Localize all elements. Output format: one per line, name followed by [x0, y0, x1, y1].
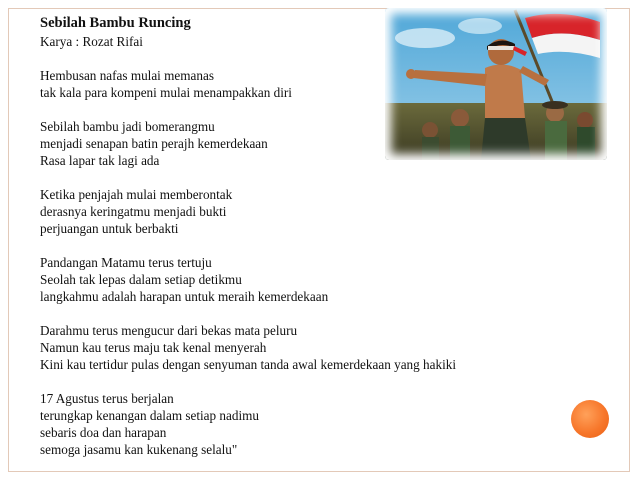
- poem-title: Sebilah Bambu Runcing: [40, 15, 191, 31]
- poem-line: semoga jasamu kan kukenang selalu": [40, 442, 238, 457]
- poem-line: Sebilah bambu jadi bomerangmu: [40, 119, 215, 134]
- poem-line: Seolah tak lepas dalam setiap detikmu: [40, 272, 242, 287]
- poem-line: tak kala para kompeni mulai menampakkan diri: [40, 85, 292, 100]
- stanza: [40, 186, 600, 237]
- fighter-painting-icon: [385, 8, 607, 160]
- stanza-gap: [40, 373, 600, 390]
- poem-line: derasnya keringatmu menjadi bukti: [40, 204, 227, 219]
- orange-circle-icon: [571, 400, 609, 438]
- poem-line: perjuangan untuk berbakti: [40, 221, 179, 236]
- poem-author: Karya : Rozat Rifai: [40, 34, 143, 49]
- stanza: [40, 390, 600, 458]
- fighter-painting: [385, 8, 607, 160]
- stanza: [40, 254, 600, 305]
- stanza: [40, 322, 600, 373]
- poem-line: Hembusan nafas mulai memanas: [40, 68, 214, 83]
- stanza-gap: [40, 237, 600, 254]
- poem-line: terungkap kenangan dalam setiap nadimu: [40, 408, 259, 423]
- poem-line: 17 Agustus terus berjalan: [40, 391, 174, 406]
- poem-line: Darahmu terus mengucur dari bekas mata peluru: [40, 323, 298, 338]
- poem-line: Kini kau tertidur pulas dengan senyuman tanda awal kemerdekaan yang hakiki: [40, 357, 456, 372]
- poem-line: Rasa lapar tak lagi ada: [40, 153, 160, 168]
- poem-line: Namun kau terus maju tak kenal menyerah: [40, 340, 267, 355]
- poem-line: sebaris doa dan harapan: [40, 425, 167, 440]
- poem-line: Ketika penjajah mulai memberontak: [40, 187, 233, 202]
- poem-line: Pandangan Matamu terus tertuju: [40, 255, 212, 270]
- poem-line: menjadi senapan batin perajh kemerdekaan: [40, 136, 268, 151]
- stanza-gap: [40, 305, 600, 322]
- stanza-gap: [40, 169, 600, 186]
- poem-line: langkahmu adalah harapan untuk meraih kemerdekaan: [40, 289, 329, 304]
